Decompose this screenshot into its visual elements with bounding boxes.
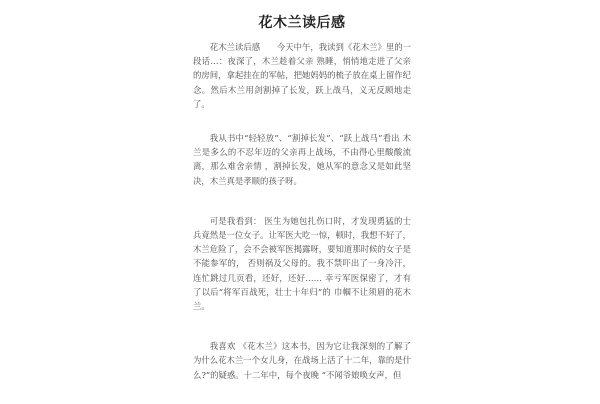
paragraph-4: 我喜欢 《花木兰》这本书，因为它让我深刻的了解了为什么花木兰一个女儿身，在战场上活了十二年，靠的是什么?”的疑惑。十二年中，每个夜晚 “不闻爷娘唤女声，但 xyxy=(193,341,411,380)
paragraph-2: 我从书中“轻轻放”、“割掉长发”、“跃上战马”看出 木兰是多么的不忍年迈的父亲再上战场，不由得心里酸酸流离，那么难舍亲情 ，割掉长发，她从军的意念又是如此坚决，木兰真是孝顺的孩子呀。 xyxy=(193,133,411,186)
paragraph-3: 可是我看到： 医生为她包扎伤口时，才发现勇猛的士兵竟然是一位女子。让军医大吃一惊，顿时，我想不好了，木兰危险了，会不会被军医揭露呀，要知道那时候的女子是不能参军的， 否则祸及父母的。我不禁吓出了一身冷汗，连忙跳过几页看，还好，还好…… 幸亏军医保密了，才有了以后“将军百战死，壮士十年归”的 巾帼不让须眉的花木兰。 xyxy=(193,215,411,312)
article-column xyxy=(193,14,411,404)
paragraph-1: 花木兰读后感 今天中午，我读到《花木兰》里的一段话…：夜深了，木兰趁着父亲 熟睡，悄悄地走进了父亲的房间，拿起挂在的军帖，把她妈妈的梳子放在桌上留作纪念。然后木兰用剑割掉了长发，跃上战马，义无反顾地走了。 xyxy=(193,42,411,109)
article-title: 花木兰读后感 xyxy=(258,15,346,31)
